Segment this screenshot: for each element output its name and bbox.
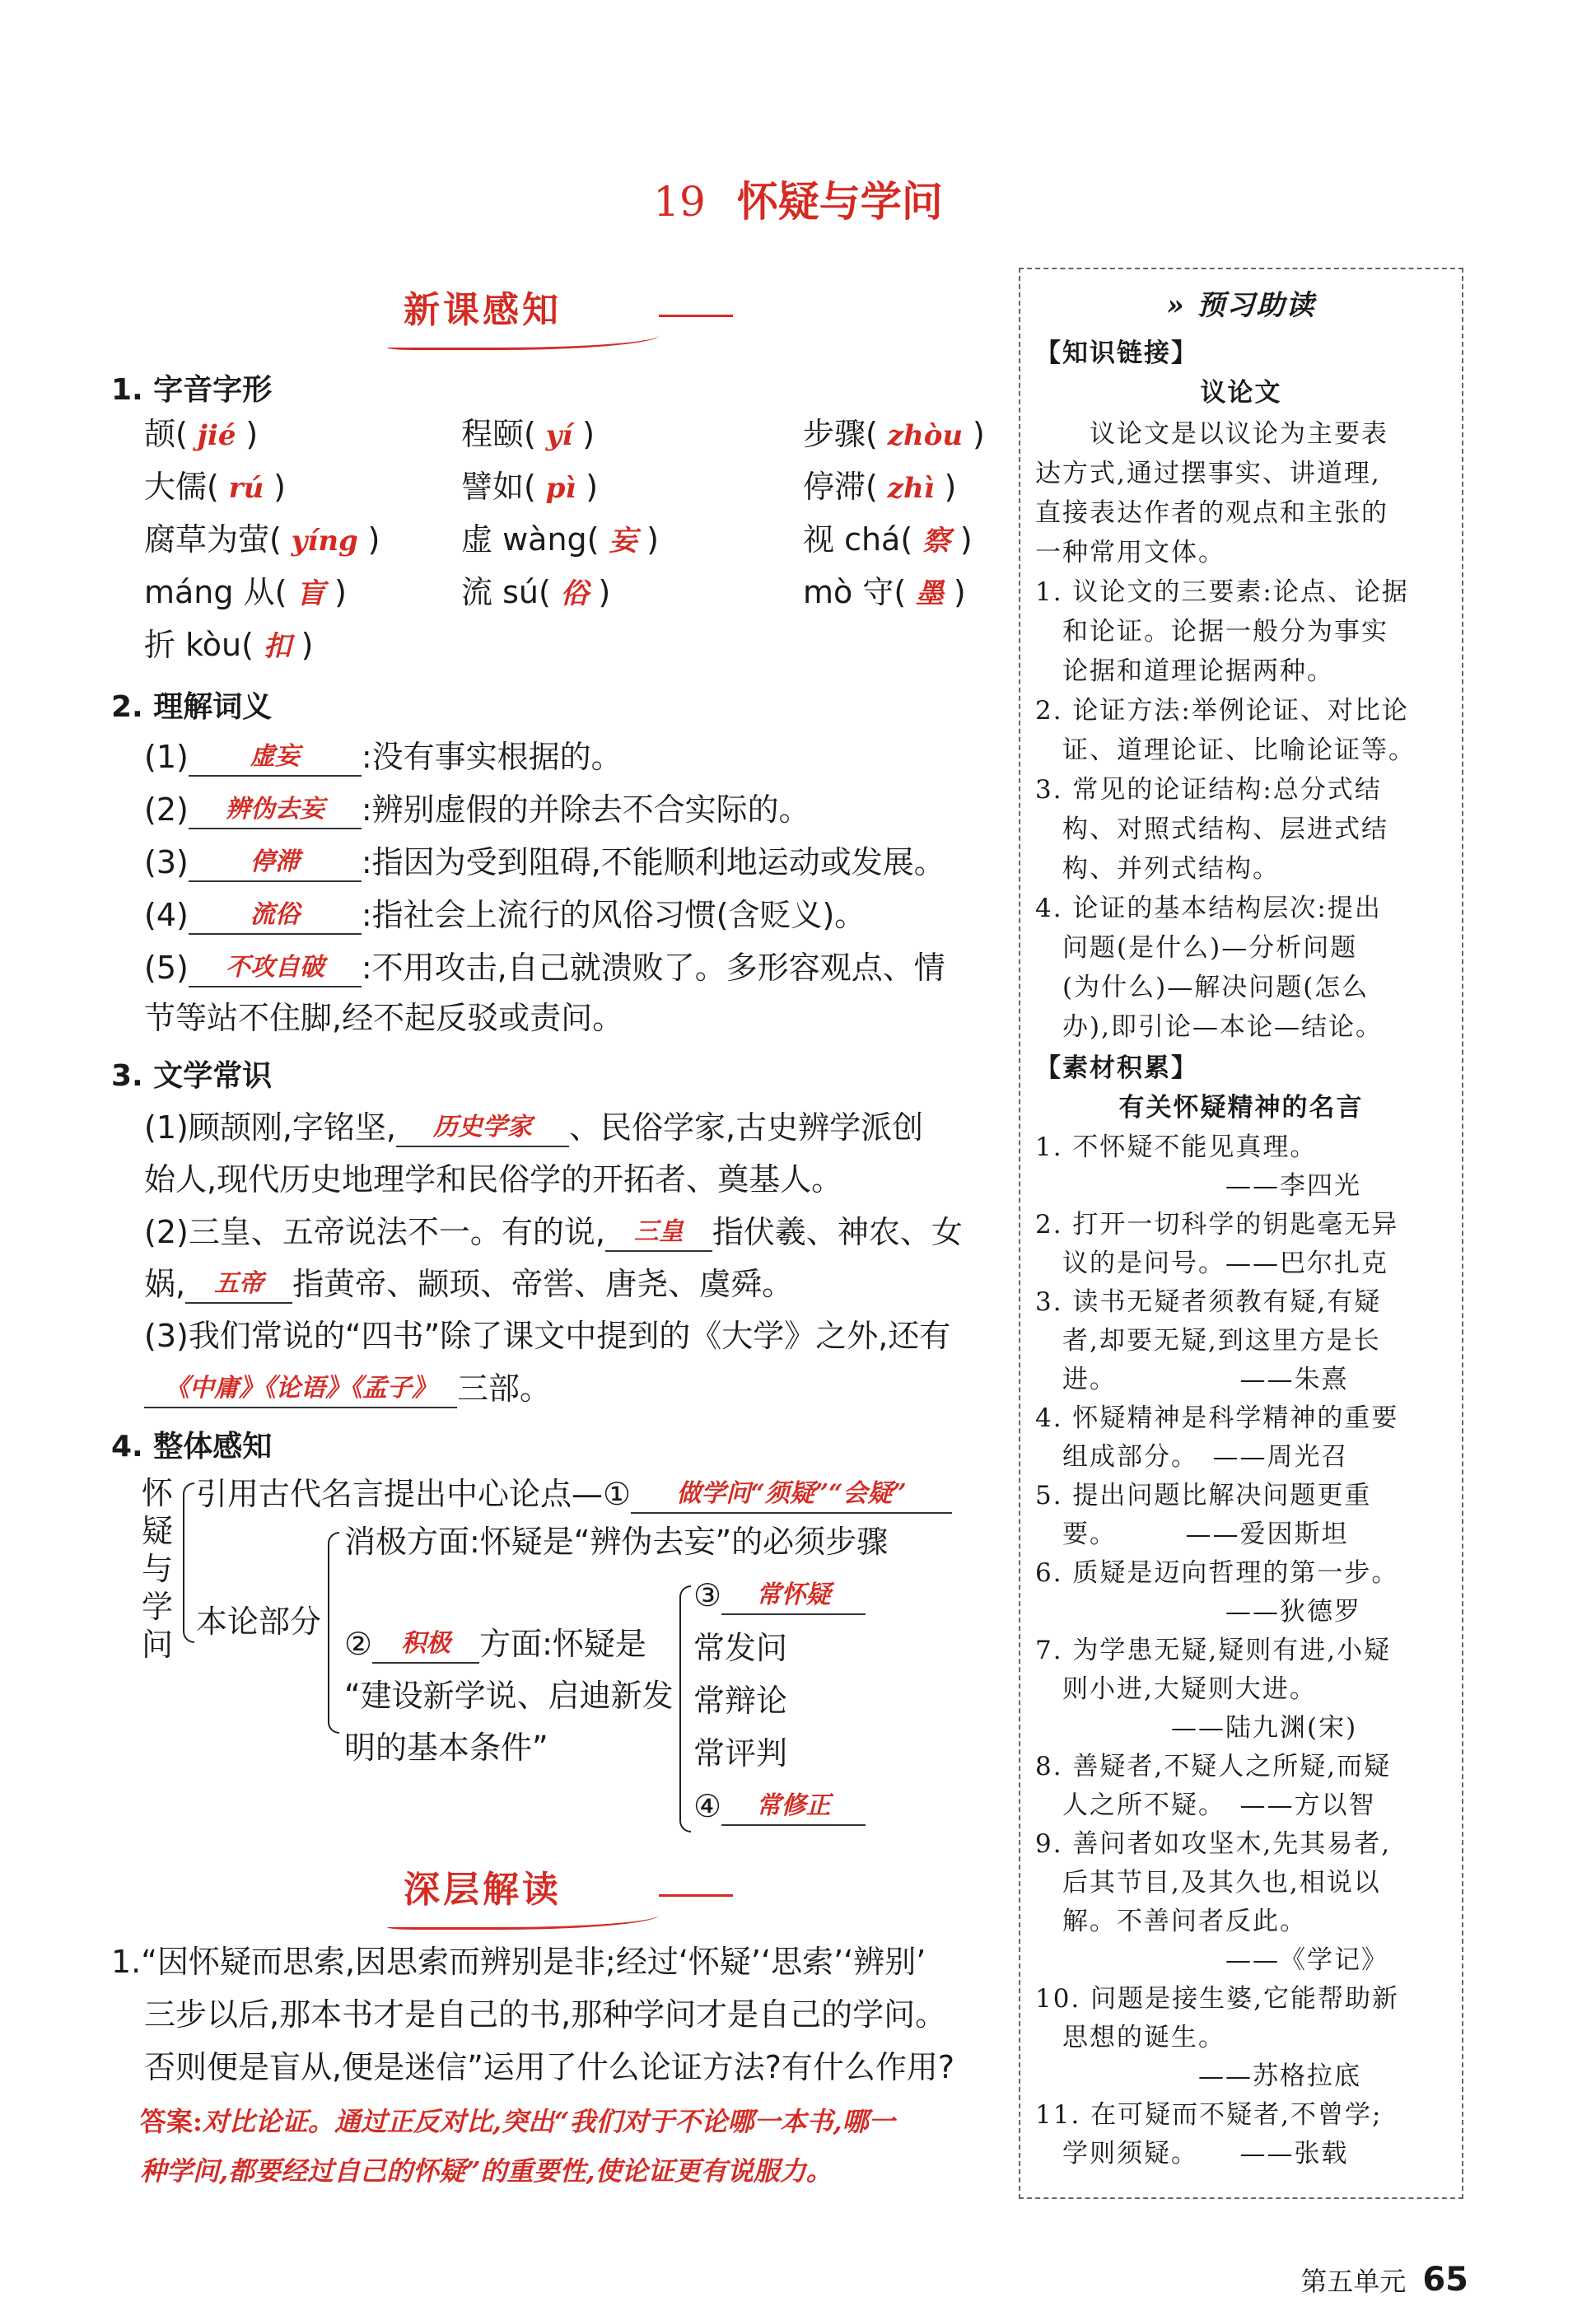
- knowledge-line: 构、并列式结构。: [1035, 854, 1280, 884]
- pinyin-close: ): [334, 574, 347, 610]
- definition-answer: 停滞: [189, 844, 362, 882]
- pinyin-answer: pì: [535, 472, 586, 505]
- pinyin-item: [144, 572, 347, 614]
- root-char: 怀: [142, 1475, 174, 1511]
- definition-number: (3): [144, 844, 189, 880]
- q4-body-label: 本论部分: [196, 1604, 322, 1640]
- q3-line-5: (3)我们常说的“四书”除了课文中提到的《大学》之外,还有: [144, 1318, 951, 1354]
- pinyin-prompt: 停滞(: [803, 469, 878, 505]
- pinyin-close: ): [959, 521, 973, 558]
- q3-line-3: [144, 1212, 963, 1252]
- quote-line: 2. 打开一切科学的钥匙毫无异: [1035, 1210, 1399, 1240]
- definition-number: (1): [144, 739, 189, 775]
- pinyin-item: [144, 625, 313, 666]
- q4-positive-3: 明的基本条件”: [344, 1730, 548, 1766]
- pinyin-item: [144, 414, 258, 455]
- pinyin-prompt: 大儒(: [144, 469, 219, 505]
- quote-line: 后其节目,及其久也,相说以: [1035, 1868, 1381, 1898]
- q4-answer-2: 积极: [372, 1626, 479, 1664]
- pinyin-prompt: 譬如(: [461, 469, 536, 505]
- chain-number: ④: [693, 1788, 722, 1824]
- root-char: 疑: [142, 1513, 174, 1549]
- section-rule: [659, 315, 733, 317]
- pinyin-close: ): [953, 574, 966, 610]
- chain-item: [693, 1628, 787, 1668]
- pinyin-answer: 墨: [906, 577, 954, 610]
- knowledge-line: 和论证。论据一般分为事实: [1035, 617, 1388, 647]
- lesson-title: [0, 169, 1596, 228]
- pinyin-prompt: 视 chá(: [803, 521, 913, 558]
- deep-answer-line-1: [140, 2102, 895, 2141]
- q4-negative: 消极方面:怀疑是“辨伪去妄”的必须步骤: [344, 1524, 889, 1560]
- quote-line: 则小进,大疑则大进。: [1035, 1674, 1317, 1704]
- chain-answer: 常修正: [721, 1788, 866, 1826]
- pinyin-close: ): [245, 416, 259, 452]
- quote-line: 要。 ——爱因斯坦: [1035, 1520, 1349, 1549]
- knowledge-line: 3. 常见的论证结构:总分式结: [1035, 775, 1382, 805]
- q3-line-6: [144, 1369, 551, 1408]
- deep-question-line-1: 1.“因怀疑而思索,因思索而辨别是非;经过‘怀疑’‘思索’‘辨别’: [111, 1944, 926, 1980]
- root-char: 学: [142, 1589, 174, 1625]
- definition-item: [144, 843, 945, 882]
- pinyin-prompt: 颉(: [144, 416, 188, 452]
- q4-root-word: [142, 1474, 183, 1664]
- pinyin-close: ): [598, 574, 611, 610]
- material-label: 【素材积累】: [1035, 1053, 1198, 1083]
- page-number: 65: [1422, 2261, 1468, 2299]
- knowledge-line: 一种常用文体。: [1035, 538, 1225, 567]
- knowledge-title: 议论文: [1200, 378, 1282, 408]
- pinyin-answer: zhòu: [877, 419, 973, 452]
- answer-label: 答案:: [140, 2106, 203, 2137]
- q2-continuation: 节等站不住脚,经不起反驳或责问。: [144, 1000, 624, 1036]
- pinyin-prompt: máng 从(: [144, 574, 287, 610]
- q4-text: ②: [344, 1626, 373, 1662]
- quote-line: 解。不善问者反此。: [1035, 1907, 1307, 1936]
- quote-line: 1. 不怀疑不能见真理。: [1035, 1132, 1318, 1162]
- q4-brace-chain: [679, 1585, 691, 1832]
- pinyin-prompt: 腐草为萤(: [144, 521, 282, 558]
- pinyin-close: ): [646, 521, 659, 558]
- pinyin-prompt: mò 守(: [803, 574, 907, 610]
- quote-line: ——狄德罗: [1035, 1597, 1361, 1627]
- q3-line-4: [144, 1264, 793, 1304]
- q3-answer-4: 《中庸》《论语》《孟子》: [144, 1370, 457, 1408]
- quote-line: 9. 善问者如攻坚木,先其易者,: [1035, 1829, 1392, 1859]
- q3-line-2: 始人,现代历史地理学和民俗学的开拓者、奠基人。: [144, 1161, 843, 1198]
- pinyin-answer: 妄: [599, 525, 647, 558]
- q4-brace-body: [328, 1532, 339, 1734]
- deep-question-line-3: 否则便是盲从,便是迷信”运用了什么论证方法?有什么作用?: [144, 2049, 955, 2085]
- material-title: 有关怀疑精神的名言: [1118, 1093, 1364, 1123]
- definition-number: (4): [144, 897, 189, 933]
- definition-number: (2): [144, 791, 189, 828]
- chain-number: ③: [693, 1577, 722, 1613]
- root-char: 与: [142, 1551, 174, 1587]
- pinyin-close: ): [944, 469, 957, 505]
- knowledge-line: 论据和道理论据两种。: [1035, 656, 1334, 686]
- chain-item: [693, 1576, 866, 1615]
- chain-text: 常辩论: [693, 1683, 788, 1719]
- deep-answer-line-2: 种学问,都要经过自己的怀疑”的重要性,使论证更有说服力。: [140, 2155, 833, 2187]
- quote-line: 学则须疑。 ——张载: [1035, 2139, 1349, 2169]
- definition-item: [144, 790, 810, 829]
- definition-item: [144, 737, 623, 777]
- pinyin-item: [144, 467, 286, 508]
- quote-line: 3. 读书无疑者须教有疑,有疑: [1035, 1287, 1382, 1317]
- lesson-number: 19: [653, 178, 706, 226]
- definition-answer: 不攻自破: [189, 950, 362, 987]
- page-footer: [1300, 2261, 1468, 2299]
- definition-number: (5): [144, 950, 189, 986]
- pinyin-item: [461, 572, 610, 614]
- q2-heading: 2. 理解词义: [111, 690, 273, 724]
- section-title-new: 新课感知: [404, 289, 562, 331]
- pinyin-answer: 察: [912, 525, 960, 558]
- definition-answer: 虚妄: [189, 739, 362, 777]
- definition-item: [144, 948, 945, 987]
- unit-label: 第五单元: [1300, 2266, 1407, 2297]
- q3-line-1: [144, 1108, 923, 1147]
- knowledge-line: 达方式,通过摆事实、讲道理,: [1035, 459, 1381, 488]
- pinyin-answer: rú: [218, 472, 274, 505]
- pinyin-answer: yíng: [281, 525, 368, 558]
- q3-answer-1: 历史学家: [396, 1109, 569, 1147]
- quote-line: 者,却要无疑,到这里方是长: [1035, 1326, 1381, 1356]
- double-chevron-icon: »: [1166, 289, 1186, 322]
- quote-line: ——苏格拉底: [1035, 2061, 1361, 2091]
- knowledge-line: (为什么)—解决问题(怎么: [1035, 973, 1370, 1002]
- pinyin-answer: 扣: [253, 630, 301, 663]
- section-swoosh: [387, 1905, 659, 1930]
- chain-answer: 常怀疑: [721, 1577, 866, 1615]
- q4-positive-2: “建设新学说、启迪新发: [344, 1678, 674, 1714]
- pinyin-answer: zhì: [877, 472, 945, 505]
- pinyin-item: [461, 414, 595, 455]
- pinyin-answer: 俗: [550, 577, 599, 610]
- pinyin-answer: yí: [535, 419, 583, 452]
- quote-line: 进。 ——朱熹: [1035, 1365, 1349, 1394]
- pinyin-close: ): [273, 469, 286, 505]
- knowledge-line: 1. 议论文的三要素:论点、论据: [1035, 577, 1409, 607]
- chain-item: [693, 1786, 866, 1826]
- q1-heading: 1. 字音字形: [111, 373, 273, 407]
- knowledge-line: 直接表达作者的观点和主张的: [1035, 498, 1388, 528]
- pinyin-prompt: 虚 wàng(: [461, 521, 600, 558]
- q3-answer-2: 三皇: [605, 1214, 712, 1252]
- quote-line: ——李四光: [1035, 1171, 1361, 1201]
- section-header-new: [387, 280, 741, 354]
- sidebar-header-text: 预习助读: [1197, 289, 1316, 322]
- pinyin-item: [461, 520, 659, 561]
- chain-item: [693, 1681, 787, 1720]
- q4-positive-1: [344, 1624, 646, 1664]
- q4-intro: [196, 1474, 952, 1514]
- chain-item: [693, 1734, 787, 1773]
- definition-item: [144, 895, 866, 935]
- q4-text: 引用古代名言提出中心论点—①: [196, 1476, 632, 1512]
- quote-line: 6. 质疑是迈向哲理的第一步。: [1035, 1558, 1399, 1588]
- pinyin-item: [461, 467, 598, 508]
- pinyin-item: [803, 414, 985, 455]
- knowledge-line: 议论文是以议论为主要表: [1035, 419, 1388, 449]
- pinyin-answer: 盲: [287, 577, 335, 610]
- knowledge-line: 证、道理论证、比喻论证等。: [1035, 735, 1416, 765]
- quote-line: 8. 善疑者,不疑人之所疑,而疑: [1035, 1752, 1392, 1781]
- pinyin-item: [803, 572, 966, 614]
- knowledge-label: 【知识链接】: [1035, 338, 1198, 368]
- pinyin-prompt: 程颐(: [461, 416, 536, 452]
- q4-heading: 4. 整体感知: [111, 1430, 273, 1464]
- q3-text: (2)三皇、五帝说法不一。有的说,: [144, 1214, 605, 1250]
- preview-sidebar: [1019, 268, 1463, 2199]
- quote-line: 7. 为学患无疑,疑则有进,小疑: [1035, 1636, 1392, 1665]
- pinyin-close: ): [582, 416, 595, 452]
- q3-text: (1)顾颉刚,字铭坚,: [144, 1109, 396, 1146]
- definition-text: :辨别虚假的并除去不合实际的。: [361, 791, 810, 828]
- knowledge-line: 办),即引论—本论—结论。: [1035, 1012, 1383, 1042]
- quote-line: 4. 怀疑精神是科学精神的重要: [1035, 1403, 1399, 1433]
- answer-text: 对比论证。通过正反对比,突出“我们对于不论哪一本书,哪一: [202, 2106, 895, 2137]
- quote-line: ——《学记》: [1035, 1945, 1388, 1975]
- q3-text: 、民俗学家,古史辨学派创: [569, 1109, 924, 1146]
- quote-line: 思想的诞生。: [1035, 2023, 1225, 2052]
- q3-text: 娲,: [144, 1266, 186, 1302]
- q3-text: 指伏羲、神农、女: [712, 1214, 963, 1250]
- chain-text: 常评判: [693, 1735, 788, 1772]
- pinyin-close: ): [972, 416, 985, 452]
- quote-line: 人之所不疑。 ——方以智: [1035, 1790, 1376, 1820]
- knowledge-line: 2. 论证方法:举例论证、对比论: [1035, 696, 1409, 726]
- definition-text: :指因为受到阻碍,不能顺利地运动或发展。: [361, 844, 945, 880]
- sidebar-header: [1035, 286, 1447, 325]
- definition-answer: 辨伪去妄: [189, 791, 362, 829]
- q4-text: 方面:怀疑是: [479, 1626, 646, 1662]
- quote-line: 组成部分。 ——周光召: [1035, 1442, 1349, 1472]
- q3-text: 三部。: [457, 1370, 552, 1407]
- definition-text: :指社会上流行的风俗习惯(含贬义)。: [361, 897, 866, 933]
- section-header-deep: [387, 1860, 741, 1934]
- pinyin-close: ): [367, 521, 380, 558]
- pinyin-close: ): [586, 469, 599, 505]
- quote-line: 10. 问题是接生婆,它能帮助新: [1035, 1984, 1400, 2014]
- q4-brace-main: [183, 1482, 194, 1643]
- definition-text: :不用攻击,自己就溃败了。多形容观点、情: [361, 950, 945, 986]
- knowledge-line: 构、对照式结构、层进式结: [1035, 815, 1388, 844]
- pinyin-prompt: 步骤(: [803, 416, 878, 452]
- pinyin-item: [803, 467, 956, 508]
- definition-text: :没有事实根据的。: [361, 739, 623, 775]
- pinyin-answer: jié: [187, 419, 246, 452]
- section-title-deep: 深层解读: [404, 1869, 562, 1911]
- definition-answer: 流俗: [189, 897, 362, 935]
- pinyin-item: [803, 520, 973, 561]
- root-char: 问: [142, 1627, 174, 1663]
- quote-line: 议的是问号。——巴尔扎克: [1035, 1249, 1388, 1278]
- pinyin-close: ): [301, 627, 314, 663]
- section-rule: [659, 1894, 733, 1897]
- quote-line: ——陆九渊(宋): [1035, 1713, 1358, 1743]
- quote-line: 5. 提出问题比解决问题更重: [1035, 1481, 1372, 1510]
- q3-text: 指黄帝、颛顼、帝喾、唐尧、虞舜。: [292, 1266, 794, 1302]
- deep-question-line-2: 三步以后,那本书才是自己的书,那种学问才是自己的学问。: [144, 1996, 947, 2033]
- knowledge-line: 问题(是什么)—分析问题: [1035, 933, 1358, 963]
- pinyin-item: [144, 520, 380, 561]
- pinyin-prompt: 折 kòu(: [144, 627, 254, 663]
- q4-answer-1: 做学问“须疑”“会疑”: [631, 1476, 952, 1514]
- pinyin-prompt: 流 sú(: [461, 574, 551, 610]
- q3-answer-3: 五帝: [185, 1266, 292, 1304]
- quote-line: 11. 在可疑而不疑者,不曾学;: [1035, 2100, 1383, 2130]
- lesson-title-text: 怀疑与学问: [736, 178, 943, 226]
- chain-text: 常发问: [693, 1630, 788, 1666]
- q3-heading: 3. 文学常识: [111, 1059, 273, 1093]
- section-swoosh: [387, 325, 659, 350]
- knowledge-line: 4. 论证的基本结构层次:提出: [1035, 894, 1382, 923]
